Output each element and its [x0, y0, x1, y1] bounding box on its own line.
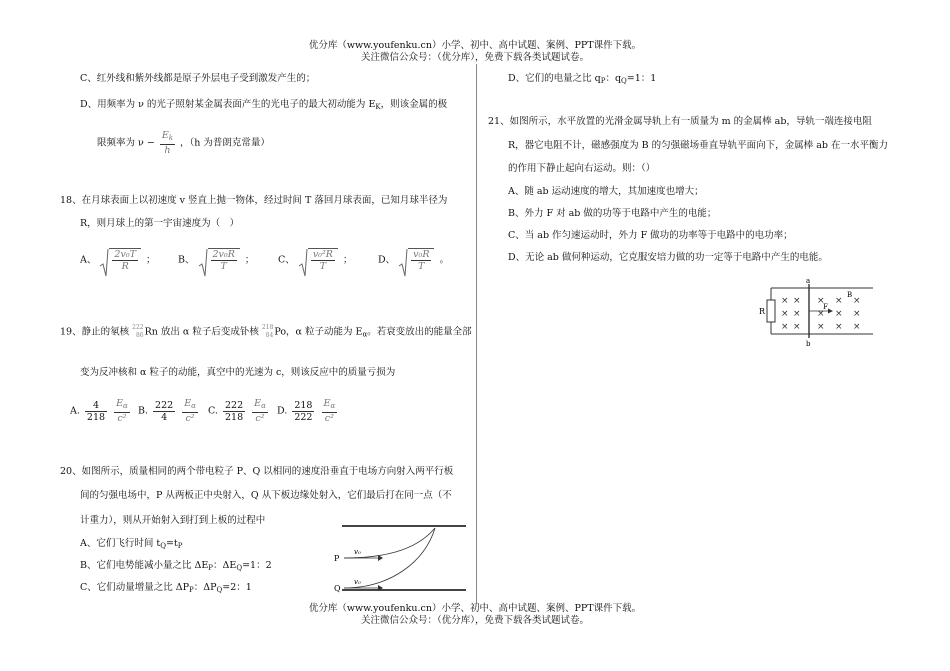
q18-option-b-tail: ；	[244, 254, 255, 266]
column-divider	[476, 64, 477, 604]
label-b: b	[806, 340, 811, 348]
q17-frac-num: $E_k$	[160, 130, 175, 145]
q18-c-den: T	[319, 261, 327, 272]
q18-option-c	[278, 248, 353, 272]
svg-text:×: ×	[835, 309, 843, 319]
sqrt-symbol	[99, 248, 143, 272]
q18-option-c-label: C、	[278, 254, 295, 266]
q18-a-num: 2v₀T	[114, 249, 136, 260]
q19-d-den: 222	[294, 411, 313, 423]
q20-stem-line-2: 间的匀强电场中，P 从两板正中央射入，Q 从下板边缘处射入，它们最后打在同一点（不	[80, 490, 452, 501]
svg-text:×: ×	[853, 309, 861, 319]
q18-a-den: R	[121, 261, 129, 272]
page-header	[0, 40, 950, 64]
q17-option-d-text: D、用频率为 ν 的光子照射某金属表面产生的光电子的最大初动能为 E	[80, 99, 376, 110]
q20-option-b: B、它们电势能减小量之比 $\Delta E_P$：$\Delta E_Q=1$：2	[80, 560, 272, 572]
q20-option-a: A、它们飞行时间 $t_Q=t_P$	[80, 538, 183, 550]
label-a: a	[806, 277, 811, 285]
q20-stem-line-3: 计重力），则从开始射入到打到上板的过程中	[80, 515, 266, 526]
header-line-2: 关注微信公众号：（优分库），免费下载各类试题试卷。	[360, 52, 589, 63]
q18-stem-line-2: R，则月球上的第一宇宙速度为（ ）	[80, 218, 240, 229]
q18-d-num: v₀R	[413, 249, 430, 260]
svg-text:×: ×	[853, 322, 861, 332]
q20-option-d: D、它们的电量之比 $q_P$：$q_Q=1$：1	[508, 73, 657, 85]
q19-b-den: 4	[161, 411, 168, 423]
q20-stem-line-1: 20、如图所示，质量相同的两个带电粒子 P、Q 以相同的速度沿垂直于电场方向射入两平行板	[60, 466, 454, 477]
magnetic-field-crosses	[781, 296, 861, 332]
svg-text:×: ×	[835, 296, 843, 306]
svg-text:×: ×	[853, 296, 861, 306]
q19-c-num: 222	[224, 399, 244, 411]
label-p: P	[334, 554, 340, 563]
label-r: R	[759, 307, 766, 316]
q18-option-a	[80, 248, 156, 272]
p-arrow-icon	[378, 555, 383, 561]
q19-c-den: 218	[224, 411, 244, 423]
q19-option-c: C. $\frac{222}{218}$ $\frac{E_\alpha}{\text{c²}}$	[208, 398, 266, 424]
q21-option-c: C、当 ab 作匀速运动时，外力 F 做功的功率等于电路中的电功率；	[508, 230, 793, 241]
po-isotope: 218 84	[261, 324, 274, 339]
q18-option-c-tail: ；	[342, 254, 353, 266]
q20-option-c: C、它们动量增量之比 $\Delta P_P$：$\Delta P_Q=2$：1	[80, 582, 252, 594]
q19-stem-line-2: 变为反冲核和 α 粒子的动能，真空中的光速为 c，则该反应中的质量亏损为	[80, 367, 396, 378]
svg-text:×: ×	[793, 296, 801, 306]
rn-isotope: 222 86	[132, 324, 144, 339]
q21-rail-figure	[755, 276, 880, 348]
q21-option-b: B、外力 F 对 ab 做的功等于电路中产生的电能；	[508, 208, 717, 219]
q18-option-b	[178, 248, 254, 272]
header-line-1: 优分库（www.youfenku.cn）小学、初中、高中试题、案例、PPT课件下载。	[308, 40, 642, 51]
svg-text:×: ×	[817, 309, 825, 319]
svg-text:×: ×	[781, 309, 789, 319]
q18-b-num: 2v₀R	[212, 249, 235, 260]
sqrt-symbol	[298, 248, 340, 272]
svg-text:×: ×	[793, 309, 801, 319]
label-field-b: B	[847, 291, 853, 299]
svg-text:×: ×	[835, 322, 843, 332]
q21-option-d: D、无论 ab 做何种运动，它克服安培力做的功一定等于电路中产生的电能。	[508, 252, 828, 263]
svg-text:×: ×	[781, 296, 789, 306]
footer-line-2: 关注微信公众号：（优分库），免费下载各类试题试卷。	[360, 615, 589, 626]
q19-a-num: 4	[85, 400, 107, 412]
q21-stem-line-2: R，器它电阻不计，磁感强度为 B 的匀强磁场垂直导轨平面向下，金属棒 ab 在一水平衡力	[508, 140, 888, 151]
q19-d-num: 218	[294, 399, 313, 411]
svg-text:×: ×	[781, 322, 789, 332]
q17-option-c: C、红外线和紫外线都是原子外层电子受到激发产生的；	[80, 73, 316, 84]
label-v0-p: v₀	[354, 548, 361, 556]
q19-a-den: 218	[86, 411, 106, 423]
q18-option-a-label: A、	[80, 254, 97, 266]
q18-c-num: v₀²R	[312, 249, 333, 260]
q18-option-d	[378, 248, 449, 272]
q19-stem-line-1: 19、静止的氡核 222 86 Rn 放出 α 粒子后变成钋核 218 84 Po，α 粒子动能为 $E_\alpha$。若衰变放出的能量全部	[60, 324, 472, 339]
svg-text:×: ×	[817, 322, 825, 332]
q17-option-d-formula	[97, 130, 270, 156]
q18-d-den: T	[418, 261, 425, 272]
footer-line-1: 优分库（www.youfenku.cn）小学、初中、高中试题、案例、PPT课件下载。	[308, 603, 642, 614]
label-q: Q	[334, 584, 341, 593]
q19-option-b: B. $\frac{222}{4}$ $\frac{E_\alpha}{\text{c²}}$	[138, 398, 196, 424]
q18-stem-line-1: 18、在月球表面上以初速度 v 竖直上抛一物体，经过时间 T 落回月球表面，已知月球半径为	[60, 195, 448, 206]
q17-fraction	[160, 130, 175, 156]
q17-option-d	[80, 98, 447, 114]
q21-stem-line-1: 21、如图所示，水平放置的光滑金属导轨上有一质量为 m 的金属棒 ab，导轨一端连接电阻	[488, 116, 872, 127]
q17-formula-post: ，（h 为普朗克常量）	[180, 137, 270, 149]
sqrt-symbol	[398, 248, 436, 272]
sqrt-symbol	[198, 248, 242, 272]
q21-stem-line-3: 的作用下静止起向右运动。则：（）	[508, 163, 656, 174]
q19-option-a: A. $\frac{4}{218}$ $\frac{E_\alpha}{\text{c²}}$	[70, 398, 128, 424]
q17-option-d-tail: ，则该金属的极	[380, 99, 448, 110]
q18-option-a-tail: ；	[146, 254, 156, 266]
q17-ek-sub: K	[375, 103, 381, 111]
q19-option-d: D. $\frac{218}{222}$ $\frac{E_\alpha}{\text{c²}}$	[277, 398, 336, 424]
q20-plates-figure	[330, 522, 470, 594]
label-force-f: F	[823, 303, 828, 311]
q19-b-num: 222	[155, 399, 174, 411]
q18-option-d-label: D、	[378, 254, 396, 266]
q17-frac-den: h	[164, 145, 171, 156]
q17-formula-prefix: 限频率为 ν −	[97, 137, 155, 149]
q18-option-b-label: B、	[178, 254, 195, 266]
svg-text:×: ×	[793, 322, 801, 332]
page-footer	[0, 603, 950, 627]
label-v0-q: v₀	[354, 578, 361, 586]
force-arrow-icon	[828, 309, 833, 314]
q18-b-den: T	[220, 261, 227, 272]
q21-option-a: A、随 ab 运动速度的增大，其加速度也增大；	[508, 186, 704, 197]
resistor-icon	[767, 300, 775, 322]
svg-text:×: ×	[817, 296, 825, 306]
q18-option-d-tail: 。	[439, 254, 450, 266]
